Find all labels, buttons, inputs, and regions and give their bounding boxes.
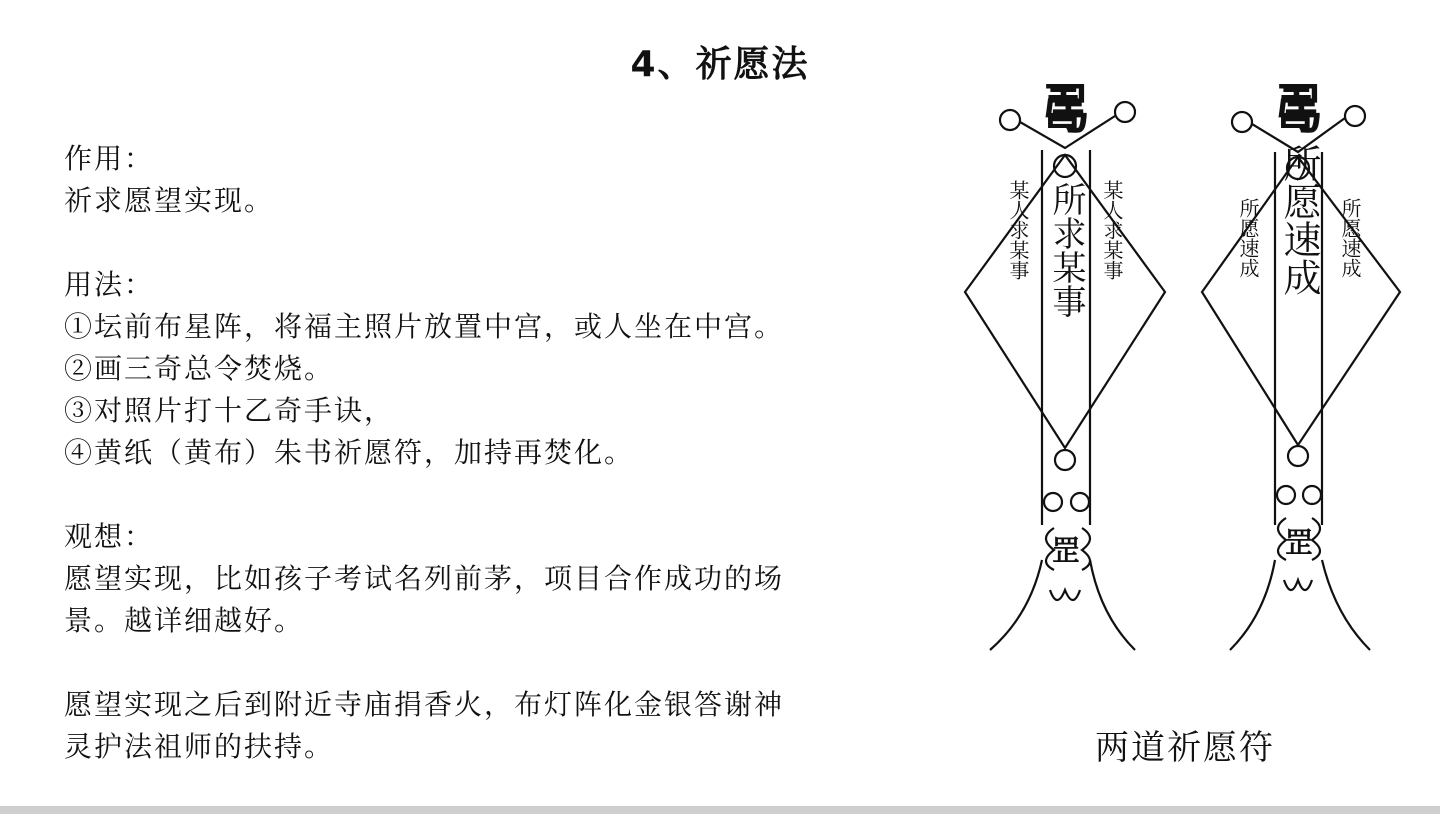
visualization-section	[64, 516, 944, 642]
talisman-left-bottom-glyph: 罡	[1051, 534, 1081, 567]
visualization-line-2: 景。越详细越好。	[64, 604, 305, 637]
function-section	[64, 138, 944, 222]
talisman-left	[965, 78, 1165, 650]
talisman-caption: 两道祈愿符	[1095, 728, 1275, 768]
talisman-left-side-right: 某人求某事	[1100, 180, 1124, 280]
visualization-heading: 观想：	[64, 520, 155, 553]
usage-step-2: ②画三奇总令焚烧。	[64, 352, 335, 385]
function-heading: 作用：	[64, 142, 155, 175]
after-section	[64, 684, 944, 768]
talisman-left-side-left: 某人求某事	[1006, 180, 1030, 280]
talisman-illustration	[950, 60, 1420, 660]
talisman-right	[1202, 78, 1400, 650]
talisman-svg	[950, 60, 1420, 660]
after-line-2: 灵护法祖师的扶持。	[64, 730, 335, 763]
usage-heading: 用法：	[64, 268, 155, 301]
usage-step-1: ①坛前布星阵，将福主照片放置中宫，或人坐在中宫。	[64, 310, 785, 343]
visualization-line-1: 愿望实现，比如孩子考试名列前茅，项目合作成功的场	[64, 562, 785, 595]
after-line-1: 愿望实现之后到附近寺庙捐香火，布灯阵化金银答谢神	[64, 688, 785, 721]
talisman-left-top-glyph: 𠷎	[1038, 78, 1092, 141]
talisman-right-top-glyph: 𠷎	[1271, 78, 1325, 141]
usage-step-4: ④黄纸（黄布）朱书祈愿符，加持再焚化。	[64, 436, 635, 469]
bottom-border	[0, 806, 1440, 814]
text-column	[64, 138, 944, 810]
talisman-right-side-left: 所愿速成	[1236, 198, 1260, 278]
talisman-right-side-right: 所愿速成	[1338, 198, 1362, 278]
function-text: 祈求愿望实现。	[64, 184, 275, 217]
talisman-left-center-text: 所求某事	[1046, 182, 1086, 318]
usage-step-3: ③对照片打十乙奇手诀，	[64, 394, 395, 427]
usage-section	[64, 264, 944, 474]
talisman-right-bottom-glyph: 罡	[1284, 526, 1314, 559]
talisman-right-center-text: 所愿速成	[1277, 144, 1321, 296]
page-title: 4、祈愿法	[630, 44, 810, 85]
